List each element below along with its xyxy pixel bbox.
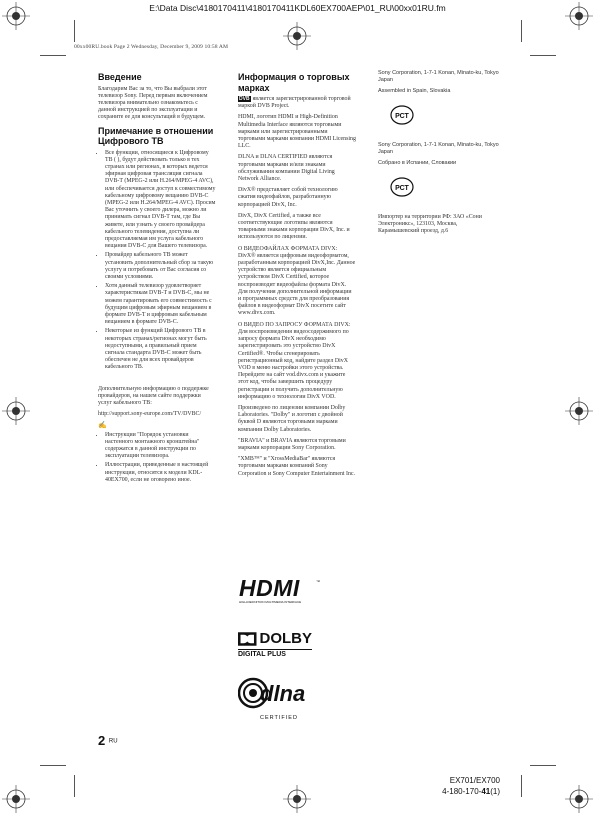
crop-mark <box>74 775 75 797</box>
trademark-paragraph: DVB является зарегистрированной торговой маркой DVB Project. <box>238 96 351 110</box>
trademark-paragraph: DivX, DivX Certified, а также все соответствующие логотипы являются товарными знаками корпорации DivX, Inc. и используются по лицензии. <box>238 212 350 241</box>
list-item: • Хотя данный телевизор удовлетворяет характеристикам DVB-T и DVB-C, мы не можем гарантировать его совместимость с будущим цифровым эфирным вещанием в формате DVB-T и цифровым кабельным вещанием в формате DVB-C. <box>105 283 216 326</box>
support-info-text: Дополнительную информацию о поддержке провайдеров, на нашем сайте поддержки услуг кабельного ТВ: <box>98 385 209 407</box>
dlna-word: dlna <box>260 681 306 706</box>
crop-mark <box>40 55 66 56</box>
list-item: • Некоторые из функций Цифрового ТВ в некоторых странах/регионах могут быть недоступными, а правильный прием сигнала стандарта DVB-C может быть обеспечен не для всех провайдеров кабельного ТВ. <box>105 328 216 371</box>
registration-mark-icon <box>565 785 593 813</box>
registration-mark-icon <box>2 2 30 30</box>
digital-tv-list <box>98 150 216 372</box>
svg-text:™: ™ <box>316 579 320 584</box>
notes-list <box>98 432 216 484</box>
intro-title: Введение <box>98 72 142 82</box>
crop-mark <box>530 765 556 766</box>
hdmi-tagline: HIGH-DEFINITION MULTIMEDIA INTERFACE <box>239 600 302 604</box>
importer-text: Импортер на территории РФ: ЗАО «Сони Электроникс», 123103, Москва, Карамышевский проезд, д.6 <box>378 214 482 235</box>
svg-text:HDMI: HDMI <box>239 575 300 601</box>
digital-tv-title: Примечание в отношении Цифрового ТВ <box>98 125 214 147</box>
trademark-paragraph: DLNA и DLNA CERTIFIED являются торговыми марками и/или знаками обслуживания компании Digital Living Network Alliance. <box>238 154 335 183</box>
registration-mark-icon <box>283 22 311 50</box>
list-item: • Инструкции "Порядок установки настенного монтажного кронштейна" содержатся в данной инструкции по эксплуатации телевизора. <box>105 432 216 461</box>
trademarks-title: Информация о торговых марках <box>238 72 350 93</box>
manufacturer-address: Sony Corporation, 1-7-1 Konan, Minato-ku, Tokyo Japan <box>378 142 499 155</box>
registration-mark-icon <box>2 397 30 425</box>
registration-mark-icon <box>2 785 30 813</box>
trademark-paragraph: "BRAVIA" и BRAVIA являются торговыми марками корпорации Sony Corporation. <box>238 437 346 451</box>
file-path-header: E:\Data Disc\4180170411\4180170411KDL60EX700AEP\01_RU\00xx01RU.fm <box>149 3 446 13</box>
registration-mark-icon <box>565 397 593 425</box>
assembled-text: Assembled in Spain, Slovakia <box>378 88 451 94</box>
svg-text:РСТ: РСТ <box>395 185 409 192</box>
trademark-paragraph: О ВИДЕОФАЙЛАХ ФОРМАТА DIVX: DivX® является цифровым видеоформатом, разработанным корпорацией DivX,Inc. Данное устройство является официальным устройством DivX Certified, которое воспроизводит видеофайлы формата DivX. Для получения дополнительной информации и программных средств для преобразования файлов в видеоформат DivX посетите сайт www.divx.com. <box>238 245 356 317</box>
column-manufacturer <box>378 70 500 240</box>
column-introduction <box>98 70 216 488</box>
registration-mark-icon <box>565 2 593 30</box>
trademark-paragraph: HDMI, логотип HDMI и High-Definition Multimedia Interface являются торговыми марками или зарегистрированными торговыми марками компании HDMI Licensing LLC. <box>238 114 356 150</box>
manufacturer-address: Sony Corporation, 1-7-1 Konan, Minato-ku, Tokyo Japan <box>378 70 499 83</box>
list-item: • Иллюстрации, приведенные в настоящей инструкции, относятся к модели KDL-40EX700, если не оговорено иное. <box>105 462 216 484</box>
crop-mark <box>521 775 522 797</box>
dolby-logo-icon <box>238 630 312 658</box>
crop-mark <box>40 765 66 766</box>
support-url: http://support.sony-europe.com/TV/DVBC/ <box>98 411 202 418</box>
trademark-paragraph: Произведено по лицензии компании Dolby Laboratories. "Dolby" и логотип с двойной буквой D являются торговыми марками компании Dolby Laboratories. <box>238 404 346 433</box>
intro-text: Благодарим Вас за то, что Вы выбрали этот телевизор Sony. Перед первым включением телевизора внимательно ознакомьтесь с данной инструкцией по эксплуатации и сохраните ее для консультаций в будущем. <box>98 85 208 121</box>
svg-text:РСТ: РСТ <box>395 113 409 120</box>
rostest-mark-icon <box>390 105 414 125</box>
crop-mark <box>74 20 75 42</box>
crop-mark <box>521 20 522 42</box>
page-number: 2 RU <box>98 733 118 748</box>
dlna-sub: CERTIFIED <box>260 715 298 721</box>
list-item: • Провайдер кабельного ТВ может установить дополнительный сбор за такую услугу и потребовать от Вас согласия со своими условиями. <box>105 252 216 281</box>
double-d-icon <box>238 631 257 647</box>
hdmi-logo-icon <box>238 575 330 605</box>
column-trademarks <box>238 70 356 482</box>
registration-mark-icon <box>283 785 311 813</box>
part-number: 4-180-170-41(1) <box>442 786 500 796</box>
dolby-word: DOLBY <box>259 630 312 647</box>
print-info-line: 00xx00RU.book Page 2 Wednesday, December 9, 2009 10:58 AM <box>74 44 229 50</box>
trademark-paragraph: О ВИДЕО ПО ЗАПРОСУ ФОРМАТА DIVX: Для воспроизведения видеосодержимого по запросу формата DivX необходимо зарегистрировать это устройство DivX Certified®. Чтобы сгенерировать регистрационный код, найдите раздел DivX VOD в меню настройки этого устройства. Перейдите на сайт vod.divx.com и укажите этот код, чтобы завершить процедуру регистрации и получить дополнительную информацию о технологии DivX VOD. <box>238 321 351 400</box>
dolby-sub: DIGITAL PLUS <box>238 649 312 658</box>
trademark-paragraph: "XMB™" и "XrossMediaBar" являются торговыми марками компаний Sony Corporation и Sony Computer Entertainment Inc. <box>238 456 356 477</box>
list-item: • Все функции, относящиеся к Цифровому ТВ ( ), будут действовать только в тех странах или регионах, в которых ведется эфирная цифровая трансляция сигнала DVB-T (MPEG-2 или H.264/MPEG-4 AVC), или обеспечивается доступ к совместимому кабельному цифровому вещанию DVB-C (MPEG-2 или H.264/MPEG-4 AVC). Просим Вас уточнить у своего дилера, можно ли принимать сигнал DVB-T там, где Вы живете, или узнать у своего провайдера кабельного телевидения, доступна ли предоставляемая им услуга кабельного вещания DVB-C для Вашего телевизора. <box>105 150 216 251</box>
crop-mark <box>530 55 556 56</box>
dlna-logo-icon <box>238 676 318 720</box>
page-language: RU <box>108 738 118 745</box>
note-icon: ✍ <box>98 421 107 430</box>
rostest-mark-icon <box>390 177 414 197</box>
model-line: EX701/EX700 <box>449 776 500 785</box>
assembled-text-ru: Собрано в Испании, Словакии <box>378 160 457 166</box>
trademark-paragraph: DivX® представляет собой технологию сжатия видеофайлов, разработанную корпорацией DivX, Inc. <box>238 187 338 208</box>
dvb-logo-icon: DVB <box>239 96 250 102</box>
model-code <box>442 776 500 797</box>
